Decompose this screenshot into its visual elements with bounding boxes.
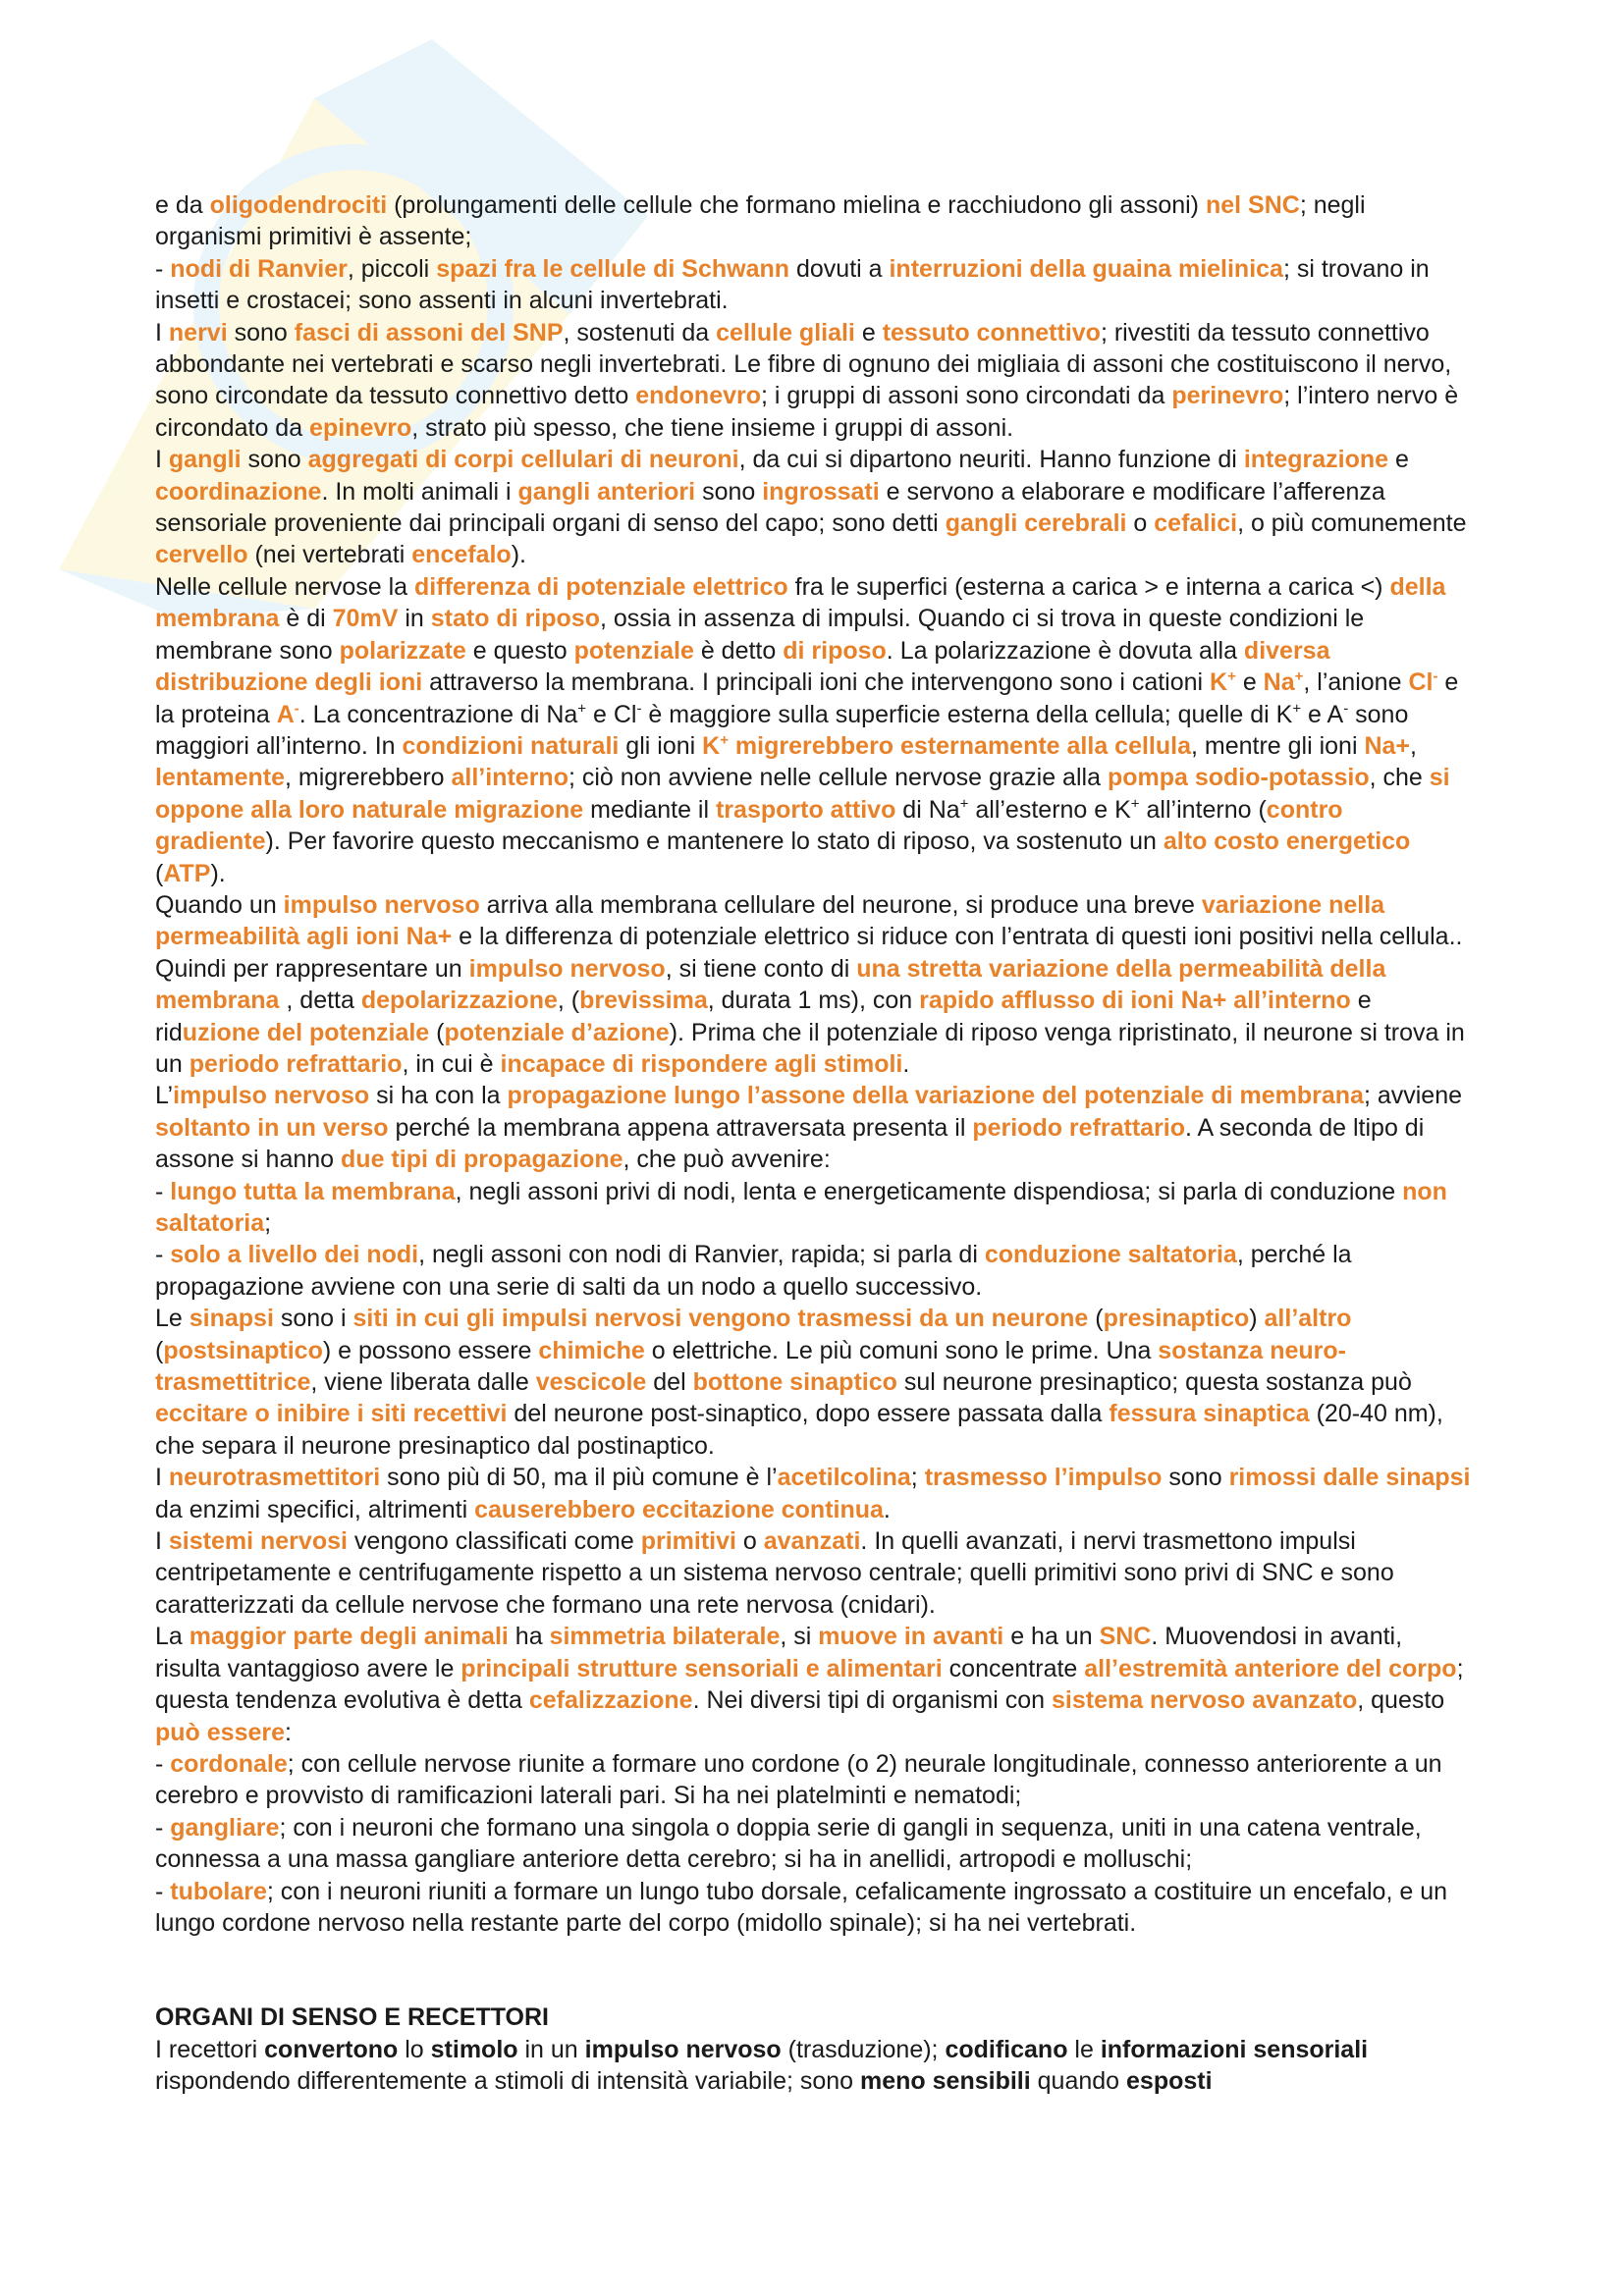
text-run: del neurone post-sinaptico, dopo essere passata dalla (507, 1400, 1110, 1428)
highlighted-term: all’estremità anteriore del corpo (1084, 1654, 1457, 1682)
paragraph (155, 889, 1471, 1080)
highlighted-term: alto costo energetico (1163, 828, 1411, 856)
text-run: . (902, 1049, 910, 1078)
highlighted-term: impulso nervoso (173, 1082, 370, 1110)
text-run: , l’anione (1303, 668, 1409, 697)
highlighted-term: integrazione (1243, 446, 1389, 474)
text-run: (prolungamenti delle cellule che formano mielina e racchiudono gli assoni) (387, 191, 1206, 219)
highlighted-term: encefalo (411, 541, 512, 569)
text-run: Nelle cellule nervose la (155, 572, 415, 601)
section-gap (155, 1939, 1471, 2002)
text-run: mediante il (583, 795, 716, 824)
text-run: . Muovendosi in avanti, risulta vantaggioso avere le (155, 1623, 1403, 1682)
bold-term: meno sensibili (860, 2067, 1031, 2096)
text-run: , (1410, 731, 1417, 760)
text-run: ha (508, 1623, 550, 1651)
text-run: è di (279, 605, 333, 633)
highlighted-term: lentamente (155, 764, 285, 792)
highlighted-term: oligodendrociti (209, 191, 388, 219)
highlighted-term: di riposo (783, 636, 887, 665)
text-run: . La concentrazione di Na (298, 700, 578, 728)
highlighted-term: trasmesso l’impulso (924, 1464, 1163, 1492)
text-run: e la differenza di potenziale elettrico si riduce con l’entrata di questi ioni positivi nella cellula.. Quindi per rappresentare un (155, 923, 1463, 983)
highlighted-term: muove in avanti (818, 1623, 1004, 1651)
highlighted-term: endonevro (635, 382, 762, 410)
text-run: , da cui si dipartono neuriti. Hanno funzione di (738, 446, 1244, 474)
highlighted-term: SNC (1099, 1623, 1152, 1651)
highlighted-term: cordonale (170, 1749, 288, 1778)
highlighted-term: A (276, 700, 295, 728)
highlighted-term: primitivi (640, 1527, 736, 1556)
text-run: ( (429, 1018, 445, 1046)
highlighted-term: perinevro (1171, 382, 1284, 410)
text-run: - (636, 700, 642, 718)
highlighted-term: Na+ (1364, 731, 1411, 760)
highlighted-term: spazi fra le cellule di Schwann (436, 254, 790, 283)
highlighted-term: lungo tutta la membrana (170, 1177, 456, 1205)
text-run: e servono a elaborare e modificare l’afferenza sensoriale proveniente dai principali organi di senso del capo; sono detti (155, 477, 1385, 538)
text-run: vengono classificati come (347, 1527, 641, 1556)
highlighted-term: + (1294, 667, 1304, 685)
bold-term: esposti (1126, 2067, 1213, 2096)
text-run: attraverso la membrana. I principali ioni che intervengono sono i cationi (422, 668, 1211, 697)
text-run: ) (1249, 1305, 1265, 1333)
highlighted-term: periodo refrattario (189, 1049, 403, 1078)
section-heading: ORGANI DI SENSO E RECETTORI (155, 2003, 549, 2032)
text-run: o (1126, 509, 1155, 538)
text-run: ; con cellule nervose riunite a formare uno cordone (o 2) neurale longitudinale, connesso anteriorente a un cerebro e provvisto di ramificazioni laterali pari. Si ha nei platelminti e nematodi; (155, 1749, 1442, 1810)
highlighted-term: gangli cerebrali (945, 509, 1127, 538)
paragraph (155, 1080, 1471, 1175)
paragraph (155, 1303, 1471, 1462)
text-run: + (959, 795, 969, 813)
text-run: e questo (465, 636, 574, 665)
text-run: e da (155, 191, 210, 219)
text-run: . (883, 1495, 891, 1523)
text-run: da enzimi specifici, altrimenti (155, 1495, 475, 1523)
text-run: rispondendo differentemente a stimoli di intensità variabile; sono (155, 2067, 861, 2096)
highlighted-term: impulso nervoso (468, 954, 666, 983)
text-run: perché la membrana appena attraversata presenta il (388, 1113, 973, 1142)
highlighted-term: fasci di assoni del SNP (294, 318, 564, 347)
text-run: sono più di 50, ma il più comune è l’ (380, 1464, 778, 1492)
paragraph (155, 1462, 1471, 1525)
paragraph (155, 1876, 1471, 1940)
highlighted-term: si oppone alla loro naturale migrazione (155, 764, 1450, 824)
highlighted-term: uzione del potenziale (182, 1018, 430, 1046)
highlighted-term: una stretta variazione della permeabilità della membrana (155, 954, 1386, 1015)
paragraph (155, 1239, 1471, 1303)
highlighted-term: della membrana (155, 572, 1446, 633)
text-run: ; rivestiti da tessuto connettivo abbondante nei vertebrati e scarso negli invertebrati. Le fibre di ognuno dei migliaia di assoni che costituiscono il nervo, sono circondate da tessuto connettivo detto (155, 318, 1452, 410)
highlighted-term: cervello (155, 541, 248, 569)
text-run: , si tiene conto di (665, 954, 857, 983)
text-run: - (155, 1177, 171, 1205)
text-run: e A (1301, 700, 1344, 728)
text-run: sono (695, 477, 763, 506)
text-run: , migrerebbero (284, 764, 452, 792)
text-run: I (155, 318, 169, 347)
text-run: e Cl (586, 700, 637, 728)
highlighted-term: soltanto in un verso (155, 1113, 389, 1142)
text-run: (trasduzione); (781, 2035, 946, 2063)
highlighted-term: maggior parte degli animali (189, 1623, 509, 1651)
text-run: La (155, 1623, 189, 1651)
highlighted-term: fessura sinaptica (1109, 1400, 1310, 1428)
highlighted-term: aggregati di corpi cellulari di neuroni (307, 446, 739, 474)
highlighted-term: pompa sodio-potassio (1107, 764, 1370, 792)
section-body-text (155, 2034, 1471, 2098)
text-run: sul neurone presinaptico; questa sostanza può (896, 1368, 1412, 1397)
section-paragraph (155, 2034, 1471, 2098)
text-run: in un (517, 2035, 585, 2063)
text-run: ). Prima che il potenziale di riposo venga ripristinato, il neurone si trova in un (155, 1018, 1465, 1078)
text-run: , strato più spesso, che tiene insieme i gruppi di assoni. (411, 413, 1014, 442)
document-page (155, 189, 1471, 2098)
text-run: sono (227, 318, 295, 347)
highlighted-term: simmetria bilaterale (549, 1623, 781, 1651)
highlighted-term: all’altro (1264, 1305, 1352, 1333)
highlighted-term: nervi (168, 318, 228, 347)
highlighted-term: brevissima (579, 987, 708, 1015)
text-run: ; ciò non avviene nelle cellule nervose grazie alla (568, 764, 1108, 792)
highlighted-term: vescicole (535, 1368, 647, 1397)
text-run: - (155, 1877, 171, 1905)
text-run: (nei vertebrati (247, 541, 412, 569)
text-run: ( (1088, 1305, 1104, 1333)
text-run: le (1067, 2035, 1101, 2063)
text-run: , questo (1357, 1686, 1445, 1715)
text-run: , piccoli (347, 254, 437, 283)
text-run: arriva alla membrana cellulare del neurone, si produce una breve (479, 890, 1202, 919)
text-run: ; avviene (1363, 1082, 1462, 1110)
highlighted-term: polarizzate (339, 636, 466, 665)
paragraph (155, 1621, 1471, 1748)
highlighted-term: potenziale d’azione (444, 1018, 670, 1046)
highlighted-term: principali strutture sensoriali e alimentari (460, 1654, 943, 1682)
highlighted-term: rapido afflusso di ioni Na+ all’interno (919, 987, 1351, 1015)
highlighted-term: solo a livello dei nodi (170, 1241, 419, 1269)
highlighted-term: propagazione lungo l’assone della variazione del potenziale di membrana (507, 1082, 1364, 1110)
paragraph (155, 1176, 1471, 1240)
text-run: o elettriche. Le più comuni sono le prime. Una (644, 1336, 1159, 1364)
text-run: e (1388, 446, 1409, 474)
text-run: , ( (557, 987, 580, 1015)
text-run: ). (210, 859, 226, 887)
text-run: , ossia in assenza di impulsi. Quando ci si trova in queste condizioni le membrane sono (155, 605, 1365, 665)
highlighted-term: sinapsi (189, 1305, 274, 1333)
text-run: ) e possono essere (322, 1336, 539, 1364)
text-run: si ha con la (369, 1082, 508, 1110)
highlighted-term: acetilcolina (777, 1464, 911, 1492)
highlighted-term: può essere (155, 1718, 286, 1746)
text-run: , mentre gli ioni (1191, 731, 1365, 760)
text-run: + (1292, 700, 1302, 718)
highlighted-term: postsinaptico (163, 1336, 323, 1364)
bold-term: stimolo (430, 2035, 518, 2063)
text-run: sono maggiori all’interno. In (155, 700, 1409, 760)
highlighted-term: condizioni naturali (402, 731, 620, 760)
text-run: ; con i neuroni che formano una singola o doppia serie di gangli in sequenza, uniti in una catena ventrale, connessa a una massa gangliare anteriore detta cerebro; si ha in anellidi, artropodi e molluschi; (155, 1813, 1422, 1874)
highlighted-term: non saltatoria (155, 1177, 1447, 1237)
highlighted-term: gangli (168, 446, 242, 474)
text-run: + (577, 700, 587, 718)
highlighted-term: bottone sinaptico (692, 1368, 897, 1397)
highlighted-term: sostanza neuro-trasmettitrice (155, 1336, 1346, 1397)
highlighted-term: incapace di rispondere agli stimoli (500, 1049, 903, 1078)
text-run: - (155, 1241, 171, 1269)
highlighted-term: nodi di Ranvier (170, 254, 348, 283)
text-run: . La polarizzazione è dovuta alla (886, 636, 1244, 665)
text-run: I (155, 1527, 169, 1556)
highlighted-term: K (1210, 668, 1228, 697)
highlighted-term: chimiche (538, 1336, 645, 1364)
text-run (729, 732, 735, 760)
highlighted-term: gangli anteriori (517, 477, 696, 506)
text-run: ; negli organismi primitivi è assente; (155, 191, 1366, 251)
text-run: - (155, 254, 171, 283)
text-run: e rid (155, 987, 1372, 1046)
text-run: (20-40 nm), che separa il neurone presinaptico dal postinaptico. (155, 1400, 1443, 1460)
text-run: + (1130, 795, 1140, 813)
text-run: , sostenuti da (563, 318, 717, 347)
text-run: gli ioni (619, 731, 703, 760)
highlighted-term: 70mV (332, 605, 399, 633)
highlighted-term: eccitare o inibire i siti recettivi (155, 1400, 508, 1428)
text-run: I recettori (155, 2035, 265, 2063)
highlighted-term: impulso nervoso (283, 890, 480, 919)
text-run: sono i (273, 1305, 353, 1333)
paragraph (155, 571, 1471, 889)
text-run: ( (155, 859, 164, 887)
text-run: - (155, 1813, 171, 1842)
highlighted-term: depolarizzazione (360, 987, 558, 1015)
highlighted-term: presinaptico (1103, 1305, 1250, 1333)
text-run: lo (398, 2035, 431, 2063)
text-run: dovuti a (789, 254, 890, 283)
text-run: ). Per favorire questo meccanismo e mantenere lo stato di riposo, va sostenuto un (265, 828, 1164, 856)
text-run: , perché la propagazione avviene con una serie di salti da un nodo a quello successivo. (155, 1241, 1352, 1301)
text-run: I (155, 446, 169, 474)
text-run: Le (155, 1305, 189, 1333)
paragraph (155, 317, 1471, 445)
highlighted-term: K (702, 731, 721, 760)
text-run: ; (910, 1464, 925, 1492)
highlighted-term: ATP (163, 859, 211, 887)
text-run: del (646, 1368, 693, 1397)
text-run: e ha un (1003, 1623, 1100, 1651)
text-run: ; si trovano in insetti e crostacei; sono assenti in alcuni invertebrati. (155, 254, 1430, 315)
highlighted-term: cefalici (1154, 509, 1238, 538)
text-run: - (155, 1749, 171, 1778)
text-run: e la proteina (155, 668, 1459, 728)
highlighted-term: ingrossati (762, 477, 880, 506)
highlighted-term: Cl (1408, 668, 1434, 697)
highlighted-term: differenza di potenziale elettrico (414, 572, 788, 601)
highlighted-term: due tipi di propagazione (341, 1146, 623, 1174)
paragraph (155, 1748, 1471, 1812)
text-run: ; i gruppi di assoni sono circondati da (761, 382, 1172, 410)
highlighted-term: neurotrasmettitori (168, 1464, 381, 1492)
highlighted-term: causerebbero eccitazione continua (474, 1495, 884, 1523)
text-run: . A seconda de ltipo di assone si hanno (155, 1113, 1425, 1174)
text-run: Quando un (155, 890, 284, 919)
text-run: , che (1369, 764, 1430, 792)
text-run: , negli assoni con nodi di Ranvier, rapida; si parla di (418, 1241, 985, 1269)
text-run: , negli assoni privi di nodi, lenta e energeticamente dispendiosa; si parla di conduzione (455, 1177, 1403, 1205)
text-run: e (1235, 668, 1264, 697)
text-run: ; (264, 1209, 272, 1237)
highlighted-term: cefalizzazione (528, 1686, 693, 1715)
highlighted-term: cellule gliali (716, 318, 855, 347)
highlighted-term: sistema nervoso avanzato (1052, 1686, 1358, 1715)
text-run: ; l’intero nervo è circondato da (155, 382, 1459, 442)
text-run: quando (1030, 2067, 1127, 2096)
text-run: , durata 1 ms), con (707, 987, 920, 1015)
text-run: , detta (279, 987, 361, 1015)
highlighted-term: migrerebbero esternamente alla cellula (734, 731, 1191, 760)
text-run: ; questa tendenza evolutiva è detta (155, 1654, 1464, 1715)
highlighted-term: all’interno (451, 764, 568, 792)
text-run: all’interno ( (1139, 795, 1267, 824)
text-run: , o più comunemente (1237, 509, 1467, 538)
highlighted-term: interruzioni della guaina mielinica (889, 254, 1283, 283)
text-run: ). (511, 541, 526, 569)
paragraph (155, 189, 1471, 253)
text-run: I (155, 1464, 169, 1492)
text-run: concentrate (942, 1654, 1085, 1682)
highlighted-term: tubolare (170, 1877, 267, 1905)
text-run: è maggiore sulla superficie esterna della cellula; quelle di K (641, 700, 1293, 728)
highlighted-term: - (1433, 667, 1438, 685)
text-run: , si (780, 1623, 819, 1651)
highlighted-term: potenziale (573, 636, 694, 665)
highlighted-term: coordinazione (155, 477, 322, 506)
text-run: sono (1162, 1464, 1229, 1492)
text-run: di Na (895, 795, 960, 824)
highlighted-term: - (294, 700, 299, 718)
text-run: e (854, 318, 883, 347)
text-run: ( (155, 1336, 164, 1364)
text-run: . In quelli avanzati, i nervi trasmettono impulsi centripetamente e centrifugamente rispetto a un sistema nervoso centrale; quelli primitivi sono privi di SNC e sono caratterizzati da cellule nervose che formano una rete nervosa (cnidari). (155, 1527, 1394, 1619)
bold-term: informazioni sensoriali (1100, 2035, 1369, 2063)
highlighted-term: siti in cui gli impulsi nervosi vengono trasmessi da un neurone (352, 1305, 1089, 1333)
highlighted-term: stato di riposo (430, 605, 600, 633)
paragraph (155, 444, 1471, 571)
highlighted-term: + (720, 731, 729, 749)
text-run: all’esterno e K (968, 795, 1131, 824)
text-run: sono (241, 446, 308, 474)
text-run: in (398, 605, 431, 633)
text-run: , che può avvenire: (623, 1146, 831, 1174)
highlighted-term: contro gradiente (155, 795, 1343, 856)
highlighted-term: epinevro (309, 413, 412, 442)
paragraph (155, 1812, 1471, 1876)
highlighted-term: variazione nella permeabilità agli ioni Na+ (155, 890, 1385, 951)
highlighted-term: nel SNC (1205, 191, 1300, 219)
bold-term: codificano (945, 2035, 1068, 2063)
text-run: , viene liberata dalle (310, 1368, 536, 1397)
highlighted-term: + (1227, 667, 1236, 685)
highlighted-term: gangliare (170, 1813, 280, 1842)
highlighted-term: periodo refrattario (972, 1113, 1186, 1142)
highlighted-term: rimossi dalle sinapsi (1228, 1464, 1471, 1492)
text-run: . In molti animali i (321, 477, 518, 506)
body-text (155, 189, 1471, 1939)
text-run: . Nei diversi tipi di organismi con (692, 1686, 1052, 1715)
text-run: fra le superfici (esterna a carica > e interna a carica <) (787, 572, 1390, 601)
paragraph (155, 1525, 1471, 1621)
highlighted-term: trasporto attivo (715, 795, 896, 824)
text-run: ; con i neuroni riuniti a formare un lungo tubo dorsale, cefalicamente ingrossato a costituire un encefalo, e un lungo cordone nervoso nella restante parte del corpo (midollo spinale); si ha nei vertebrati. (155, 1877, 1448, 1937)
paragraph (155, 253, 1471, 317)
text-run: : (285, 1718, 292, 1746)
text-run: , in cui è (402, 1049, 501, 1078)
bold-term: convertono (264, 2035, 399, 2063)
text-run: L’ (155, 1082, 174, 1110)
highlighted-term: Na (1263, 668, 1295, 697)
highlighted-term: avanzati (763, 1527, 861, 1556)
text-run: è detto (693, 636, 784, 665)
highlighted-term: conduzione saltatoria (984, 1241, 1237, 1269)
text-run: o (735, 1527, 764, 1556)
highlighted-term: sistemi nervosi (168, 1527, 348, 1556)
highlighted-term: diversa distribuzione degli ioni (155, 636, 1330, 697)
text-run: - (1343, 700, 1349, 718)
highlighted-term: tessuto connettivo (882, 318, 1101, 347)
bold-term: impulso nervoso (584, 2035, 782, 2063)
